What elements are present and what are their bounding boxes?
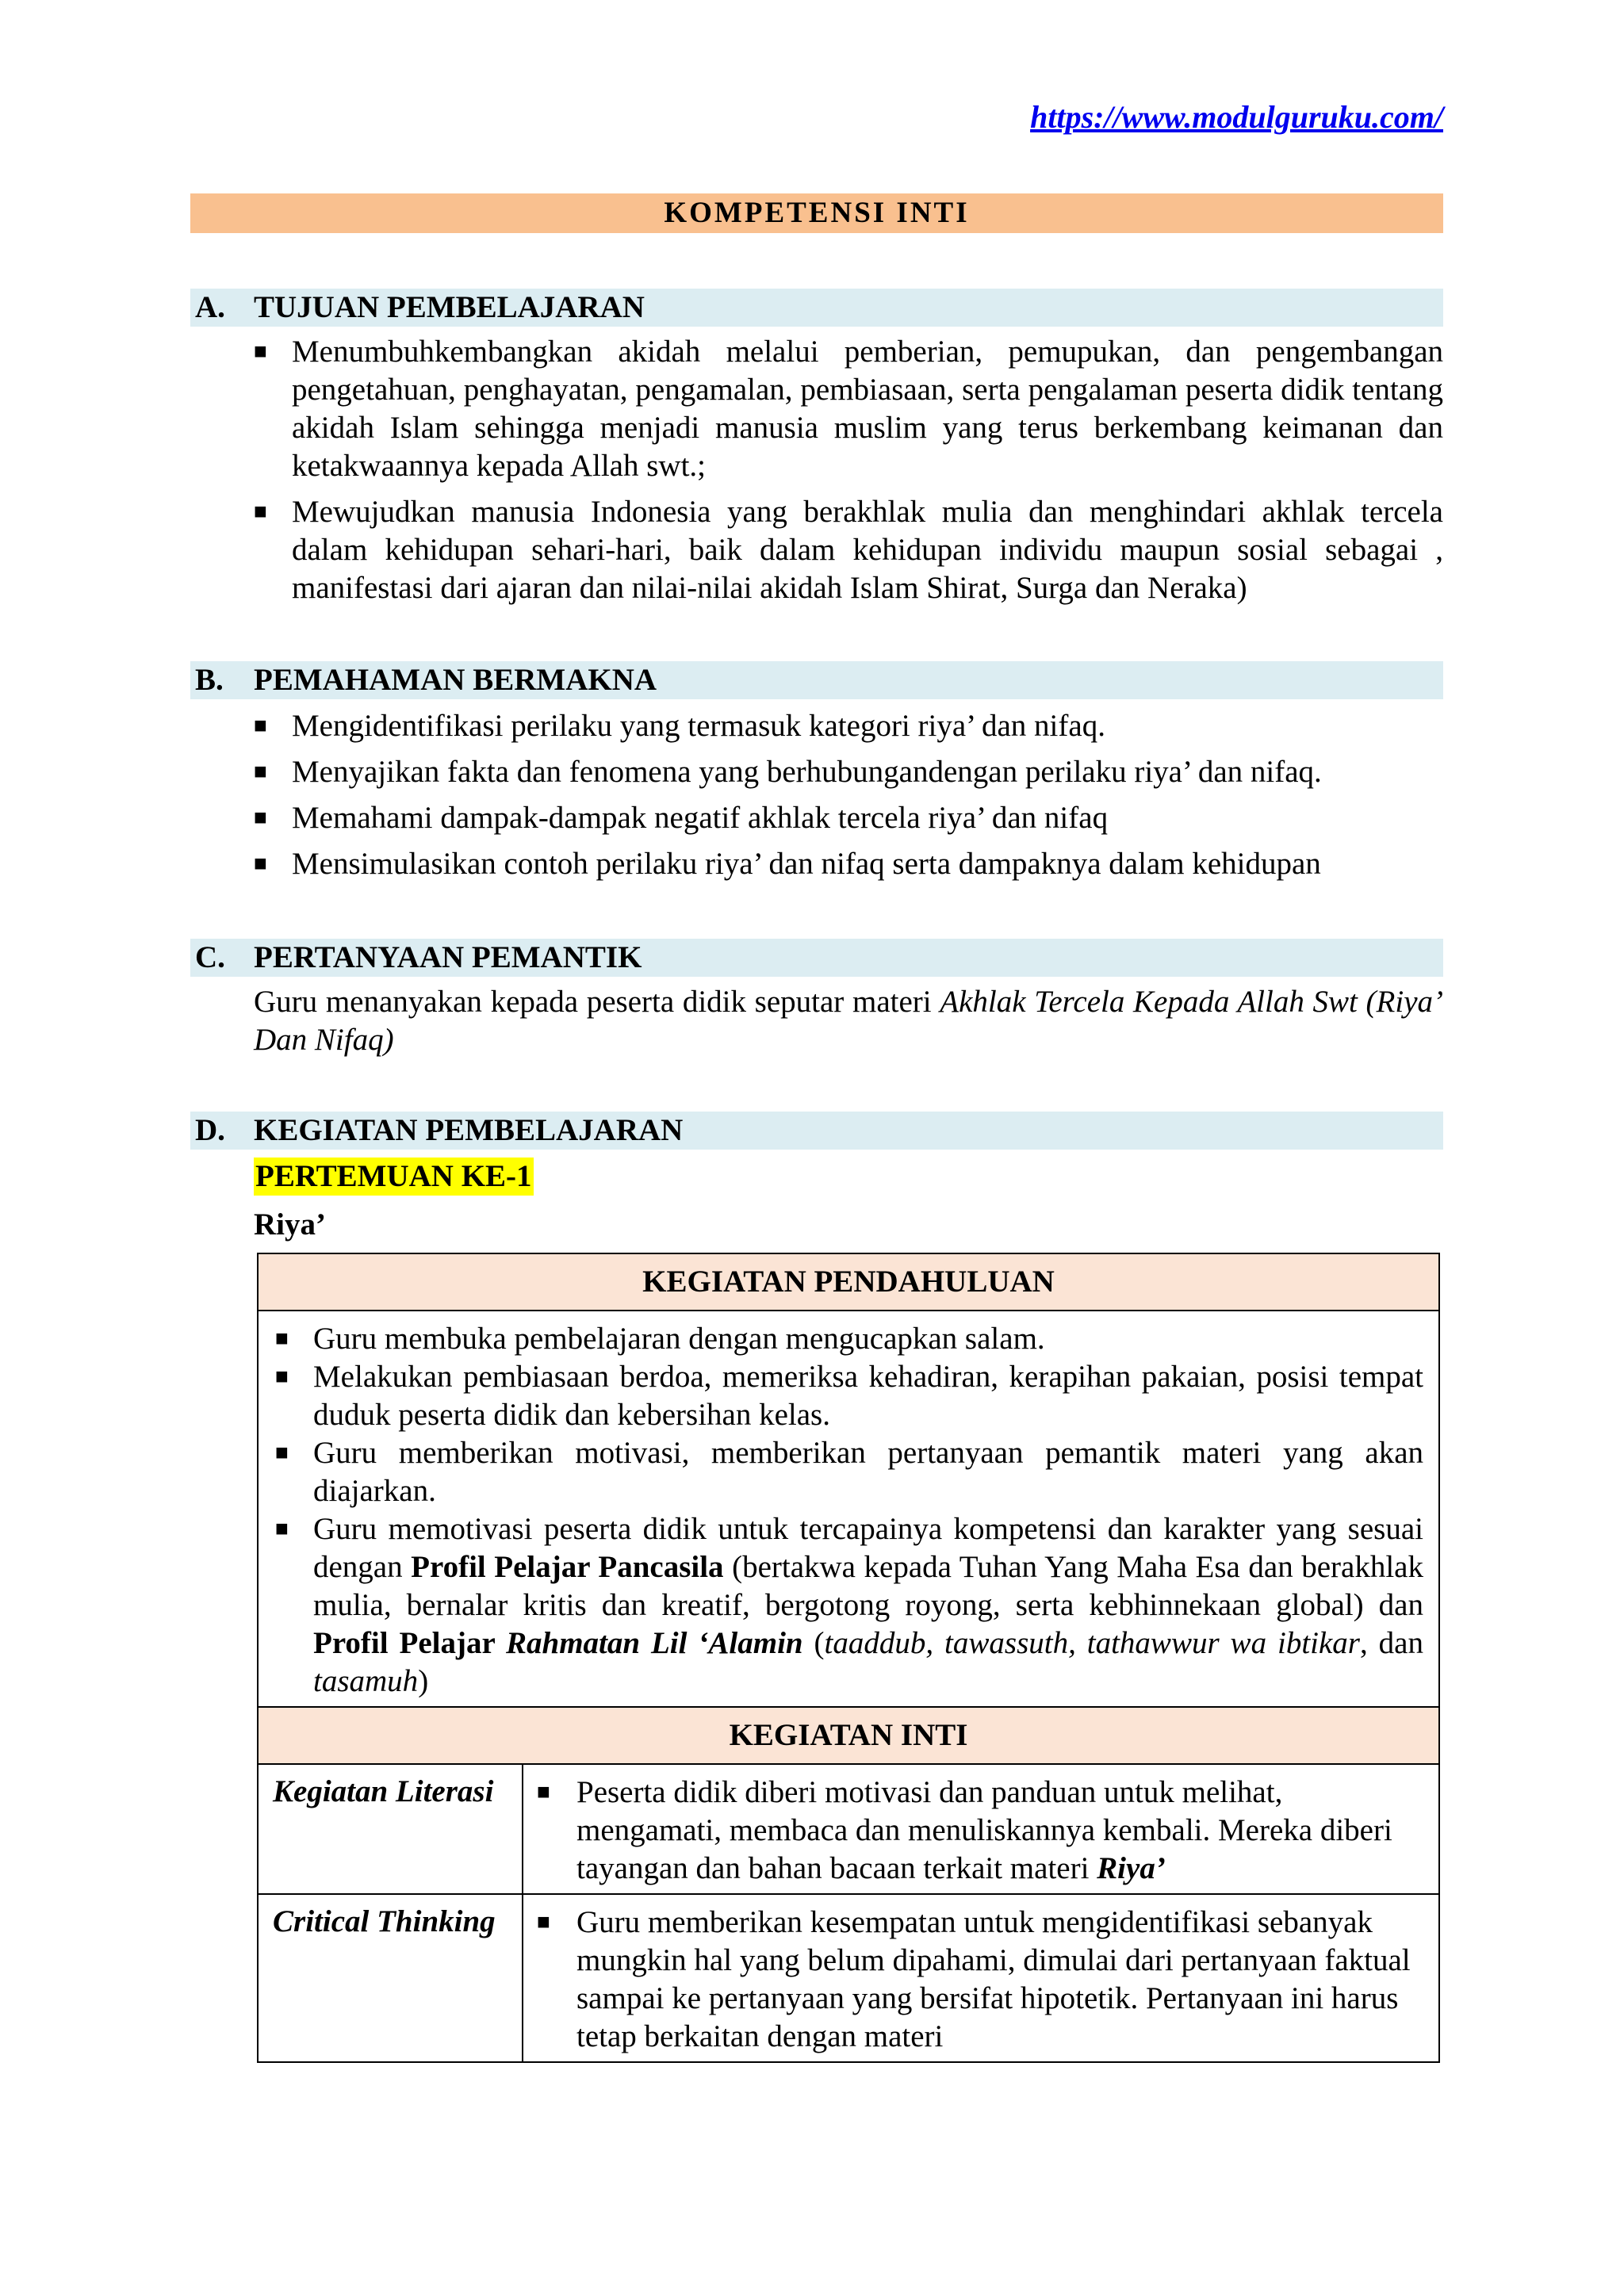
activity-table [257,1253,1440,2063]
section-a-header [190,289,1443,327]
square-bullet-icon: ■ [275,1441,289,1465]
topic-label: Riya’ [254,1207,326,1242]
section-a-list [254,333,1443,607]
section-c-header [190,939,1443,977]
kompetensi-inti-title: KOMPETENSI INTI [190,193,1443,233]
list-item: ■ Menyajikan fakta dan fenomena yang berhubungandengan perilaku riya’ dan nifaq. [254,753,1443,791]
section-c-text: Guru menanyakan kepada peserta didik seputar materi Akhlak Tercela Kepada Allah Swt (Riya’ Dan Nifaq) [254,985,1443,1057]
section-a-title: TUJUAN PEMBELAJARAN [254,290,645,324]
square-bullet-icon: ■ [254,760,267,784]
list-item: ■ Guru memberikan motivasi, memberikan pertanyaan pemantik materi yang akan diajarkan. [275,1436,1423,1508]
section-b-header [190,661,1443,699]
list-item: ■ Guru memotivasi peserta didik untuk tercapainya kompetensi dan karakter yang sesuai dengan Profil Pelajar Pancasila (bertakwa kepada Tuhan Yang Maha Esa dan berakhlak mulia, bernalar kritis dan kreatif, bergotong royong, serta kebhinnekaan global) dan Profil Pelajar Rahmatan Lil ‘Alamin (taaddub, tawassuth, tathawwur wa ibtikar, dan tasamuh) [275,1512,1423,1698]
inti-header: KEGIATAN INTI [258,1707,1439,1764]
square-bullet-icon: ■ [254,499,267,524]
header-url-link[interactable]: https://www.modulguruku.com/ [1030,99,1443,135]
list-item: ■ Mensimulasikan contoh perilaku riya’ dan nifaq serta dampaknya dalam kehidupan [254,845,1443,883]
list-item: ■ Mengidentifikasi perilaku yang termasuk kategori riya’ dan nifaq. [254,707,1443,745]
square-bullet-icon: ■ [275,1517,289,1541]
section-d-title: KEGIATAN PEMBELAJARAN [254,1113,684,1147]
list-item: ■ Memahami dampak-dampak negatif akhlak tercela riya’ dan nifaq [254,799,1443,837]
meeting-label: PERTEMUAN KE-1 [254,1158,534,1196]
square-bullet-icon: ■ [254,339,267,364]
list-item: ■ Mewujudkan manusia Indonesia yang berakhlak mulia dan menghindari akhlak tercela dalam kehidupan sehari-hari, baik dalam kehidupan individu maupun sosial sebagai , manifestasi dari ajaran dan nilai-nilai akidah Islam Shirat, Surga dan Neraka) [254,495,1443,605]
square-bullet-icon: ■ [275,1364,289,1389]
pendahuluan-header: KEGIATAN PENDAHULUAN [258,1253,1439,1311]
square-bullet-icon: ■ [275,1326,289,1351]
section-c-letter: C. [195,940,225,974]
pendahuluan-cell [258,1311,1439,1707]
section-d-header [190,1112,1443,1150]
section-b-list [254,707,1443,883]
square-bullet-icon: ■ [254,806,267,830]
literasi-cell [523,1764,1439,1894]
square-bullet-icon: ■ [537,1910,550,1934]
table-row [258,1894,1439,2062]
critical-thinking-label: Critical Thinking [258,1894,523,2062]
square-bullet-icon: ■ [537,1780,550,1804]
section-a-letter: A. [195,290,225,324]
critical-thinking-cell [523,1894,1439,2062]
square-bullet-icon: ■ [254,851,267,876]
pendahuluan-list [259,1312,1438,1705]
section-c-title: PERTANYAAN PEMANTIK [254,940,642,974]
section-b-letter: B. [195,663,224,697]
list-item: ■ Melakukan pembiasaan berdoa, memeriksa kehadiran, kerapihan pakaian, posisi tempat duduk peserta didik dan kebersihan kelas. [275,1360,1423,1432]
square-bullet-icon: ■ [254,714,267,738]
list-item: ■ Peserta didik diberi motivasi dan panduan untuk melihat, mengamati, membaca dan menuliskannya kembali. Mereka diberi tayangan dan bahan bacaan terkait materi Riya’ [537,1775,1392,1885]
list-item: ■ Menumbuhkembangkan akidah melalui pemberian, pemupukan, dan pengembangan pengetahuan, penghayatan, pengamalan, pembiasaan, serta pengalaman peserta didik tentang akidah Islam sehingga menjadi manusia muslim yang terus berkembang keimanan dan ketakwaannya kepada Allah swt.; [254,335,1443,483]
section-d-letter: D. [195,1113,225,1147]
section-b-title: PEMAHAMAN BERMAKNA [254,663,657,697]
literasi-label: Kegiatan Literasi [258,1764,523,1894]
list-item: ■ Guru memberikan kesempatan untuk mengidentifikasi sebanyak mungkin hal yang belum dipahami, dimulai dari pertanyaan faktual sampai ke pertanyaan yang bersifat hipotetik. Pertanyaan ini harus tetap berkaitan dengan materi [537,1905,1411,2053]
table-row [258,1764,1439,1894]
list-item: ■ Guru membuka pembelajaran dengan mengucapkan salam. [275,1320,1423,1358]
